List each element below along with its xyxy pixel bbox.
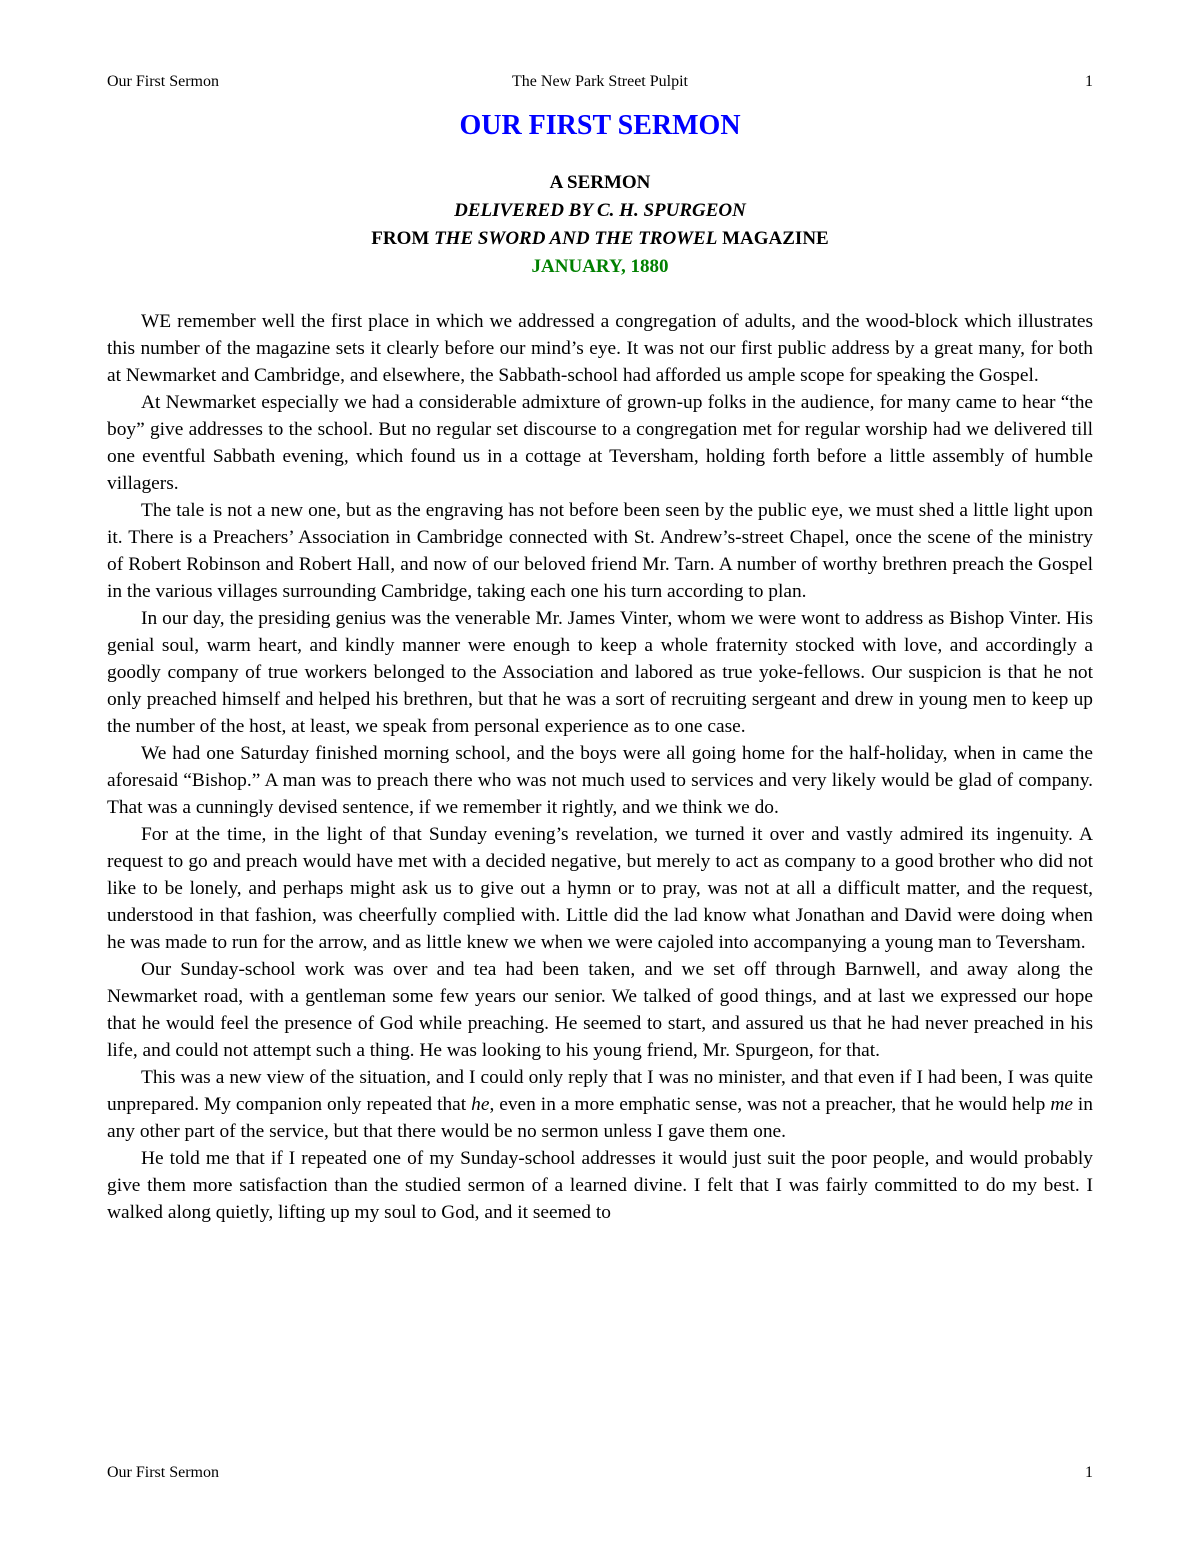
document-title: OUR FIRST SERMON (459, 110, 741, 141)
header-left: Our First Sermon (107, 73, 219, 90)
footer-page-number: 1 (1085, 1464, 1093, 1481)
paragraph: He told me that if I repeated one of my Sunday-school addresses it would just suit the poor people, and would probably give them more satisfaction than the studied sermon of a learned divine. I felt that I was fairly committed to do my best. I walked along quietly, lifting up my soul to God, and it seemed to (107, 1148, 1093, 1223)
header-page-number: 1 (1085, 73, 1093, 90)
subtitle-date: JANUARY, 1880 (531, 256, 669, 277)
paragraph: In our day, the presiding genius was the venerable Mr. James Vinter, whom we were wont to address as Bishop Vinter. His genial soul, warm heart, and kindly manner were enough to keep a whole fraternity stocked with love, and accordingly a goodly company of true workers belonged to the Association and labored as true yoke-fellows. Our suspicion is that he not only preached himself and helped his brethren, but that he was a sort of recruiting sergeant and drew in young men to keep up the number of the host, at least, we speak from personal experience as to one case. (107, 608, 1093, 737)
subtitle-author: DELIVERED BY C. H. SPURGEON (454, 200, 746, 221)
paragraph: For at the time, in the light of that Sunday evening’s revelation, we turned it over and vastly admired its ingenuity. A request to go and preach would have met with a decided negative, but merely to act as company to a good brother who did not like to be lonely, and perhaps might ask us to give out a hymn or to pray, was not at all a difficult matter, and the request, understood in that fashion, was cheerfully complied with. Little did the lad know what Jonathan and David were doing when he was made to run for the arrow, and as little knew we when we were cajoled into accompanying a young man to Teversham. (107, 824, 1093, 953)
paragraph: We had one Saturday finished morning school, and the boys were all going home for the half-holiday, when in came the aforesaid “Bishop.” A man was to preach there who was not much used to services and very likely would be glad of company. That was a cunningly devised sentence, if we remember it rightly, and we think we do. (107, 743, 1093, 818)
header-center: The New Park Street Pulpit (512, 73, 688, 90)
paragraph-text: This was a new view of the situation, and I could only reply that I was no minister, and that even if I had been, I was quite unprepared. My companion only repeated that (107, 1067, 1093, 1115)
source-prefix: FROM (371, 228, 435, 249)
emphasis-he: he (471, 1094, 490, 1115)
source-magazine-title: THE SWORD AND THE TROWEL (434, 228, 718, 249)
subtitle-sermon: A SERMON (549, 172, 651, 193)
sermon-body (107, 308, 1093, 1226)
paragraph: WE remember well the first place in which we addressed a congregation of adults, and the wood-block which illustrates this number of the magazine sets it clearly before our mind’s eye. It was not our first public address by a great many, for both at Newmarket and Cambridge, and elsewhere, the Sabbath-school had afforded us ample scope for speaking the Gospel. (107, 311, 1093, 386)
paragraph-text: , even in a more emphatic sense, was not a preacher, that he would help (489, 1094, 1051, 1115)
paragraph-text: in any other part of the service, but that there would be no sermon unless I gave them one. (107, 1094, 1093, 1142)
paragraph: Our Sunday-school work was over and tea had been taken, and we set off through Barnwell, and away along the Newmarket road, with a gentleman some few years our senior. We talked of good things, and at last we expressed our hope that he would feel the presence of God while preaching. He seemed to start, and assured us that he had never preached in his life, and could not attempt such a thing. He was looking to his young friend, Mr. Spurgeon, for that. (107, 959, 1093, 1061)
paragraph (107, 1064, 1093, 1145)
footer-left: Our First Sermon (107, 1464, 219, 1481)
paragraph: The tale is not a new one, but as the engraving has not before been seen by the public eye, we must shed a little light upon it. There is a Preachers’ Association in Cambridge connected with St. Andrew’s-street Chapel, once the scene of the ministry of Robert Robinson and Robert Hall, and now of our beloved friend Mr. Tarn. A number of worthy brethren preach the Gospel in the various villages surrounding Cambridge, taking each one his turn according to plan. (107, 500, 1093, 602)
source-suffix: MAGAZINE (717, 228, 829, 249)
emphasis-me: me (1050, 1094, 1073, 1115)
subtitle-source (0, 226, 1200, 252)
paragraph: At Newmarket especially we had a considerable admixture of grown-up folks in the audience, for many came to hear “the boy” give addresses to the school. But no regular set discourse to a congregation met for regular worship had we delivered till one eventful Sabbath evening, which found us in a cottage at Teversham, holding forth before a little assembly of humble villagers. (107, 392, 1093, 494)
